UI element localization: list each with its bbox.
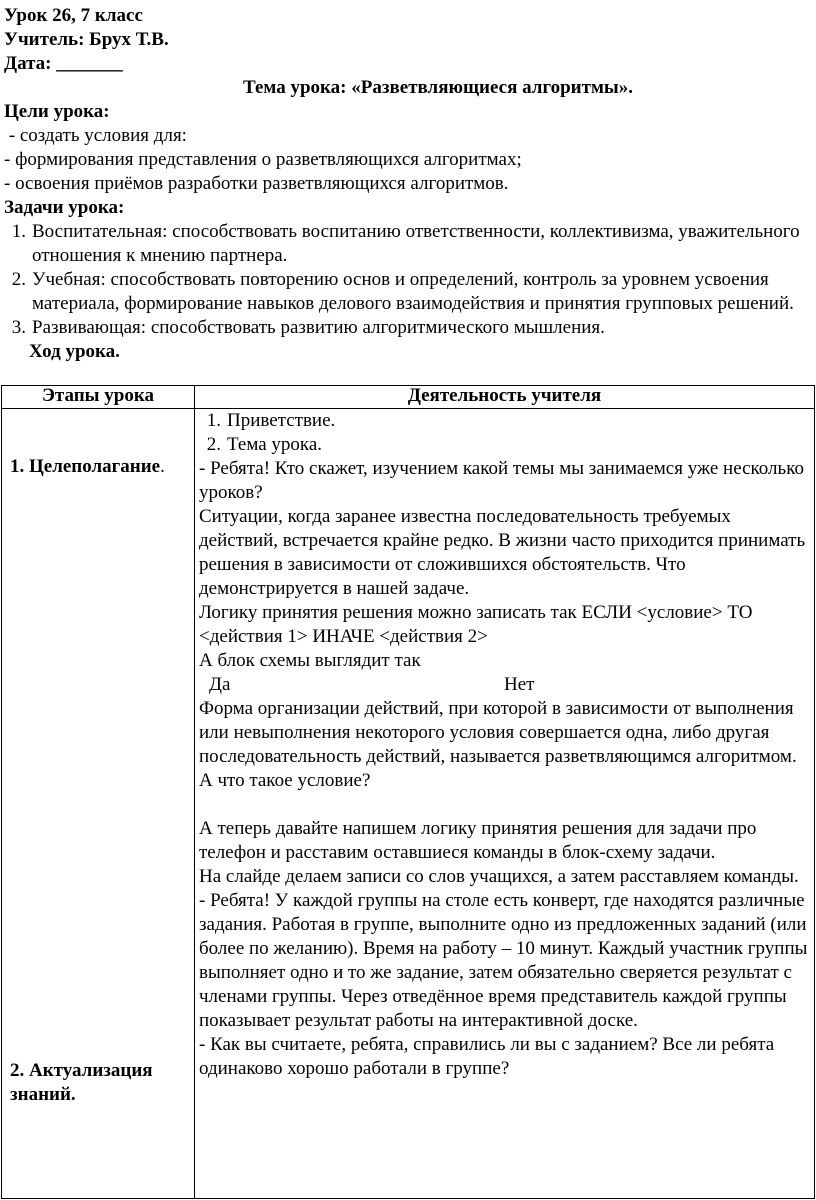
paragraph: - Ребята! У каждой группы на столе есть конверт, где находятся различные задания. Работая в группе, выполните одно из предложенных заданий (или более по желанию). Время на работу – 10 минут. Каждый участник группы выполняет одно и то же задание, затем обязательно сверяется результат с членами группы. Через отведённое время представитель каждой группы показывает результат работы на интерактивной доске. [199,890,808,1031]
paragraph: Ситуации, когда заранее известна последовательность требуемых действий, встречается крайне редко. В жизни часто приходится принимать решения в зависимости от сложившихся обстоятельств. Что демонстрируется в нашей задаче. [199,506,806,599]
tasks-title: Задачи урока: [4,197,125,218]
teacher-activity-cell [195,409,815,1199]
course-title: Ход урока. [29,341,120,362]
step-item: Приветствие. [227,410,336,431]
paragraph: А теперь давайте напишем логику принятия решения для задачи про телефон и расставим оставшиеся команды в блок-схему задачи. [199,818,757,863]
goal-item: - формирования представления о разветвляющихся алгоритмах; [4,149,522,170]
stage-knowledge-update: 2. Актуализация знаний. [10,1060,153,1105]
table-header-row [2,386,815,409]
paragraph: На слайде делаем записи со слов учащихся, а затем расставляем команды. [199,866,799,887]
tasks-list [4,220,812,340]
teacher-name: Учитель: Брух Т.В. [4,29,169,50]
steps-list [199,409,810,457]
lesson-date: Дата: _______ [4,53,123,74]
flowchart-labels [199,673,810,697]
paragraph: А что такое условие? [199,770,371,791]
stage-goal-setting-dot: . [160,456,165,477]
lesson-table [1,385,815,1199]
no-label: Нет [504,674,535,695]
lesson-topic: Тема урока: «Разветвляющиеся алгоритмы». [243,77,633,98]
paragraph: Форма организации действий, при которой в зависимости от выполнения или невыполнения некоторого условия совершается одна, либо другая последовательность действий, называется разветвляющимся алгоритмом. [199,698,797,767]
table-row [2,409,815,1199]
paragraph: Логику принятия решения можно записать так ЕСЛИ <условие> ТО <действия 1> ИНАЧЕ <действия 2> [199,602,753,647]
step-item: Тема урока. [227,434,323,455]
spacer [199,793,810,817]
column-header-stages: Этапы урока [2,386,195,409]
stages-cell [2,409,195,1199]
paragraph: - Как вы считаете, ребята, справились ли вы с заданием? Все ли ребята одинаково хорошо работали в группе? [199,1034,775,1079]
lesson-number: Урок 26, 7 класс [4,5,143,26]
goals-title: Цели урока: [4,101,110,122]
column-header-teacher: Деятельность учителя [195,386,815,409]
paragraph: А блок схемы выглядит так [199,650,421,671]
task-item: Учебная: способствовать повторению основ и определений, контроль за уровнем усвоения материала, формирование навыков делового взаимодействия и принятия групповых решений. [32,269,794,314]
paragraph: - Ребята! Кто скажет, изучением какой темы мы занимаемся уже несколько уроков? [199,458,804,503]
yes-label: Да [209,674,231,695]
stage-goal-setting-label: 1. Целеполагание [10,456,161,477]
goal-item: - создать условия для: [4,125,187,146]
task-item: Развивающая: способствовать развитию алгоритмического мышления. [32,317,605,338]
stage-goal-setting [10,455,165,479]
goal-item: - освоения приёмов разработки разветвляющихся алгоритмов. [4,173,509,194]
lesson-header [4,4,812,364]
task-item: Воспитательная: способствовать воспитанию ответственности, коллективизма, уважительного отношения к мнению партнера. [32,221,800,266]
